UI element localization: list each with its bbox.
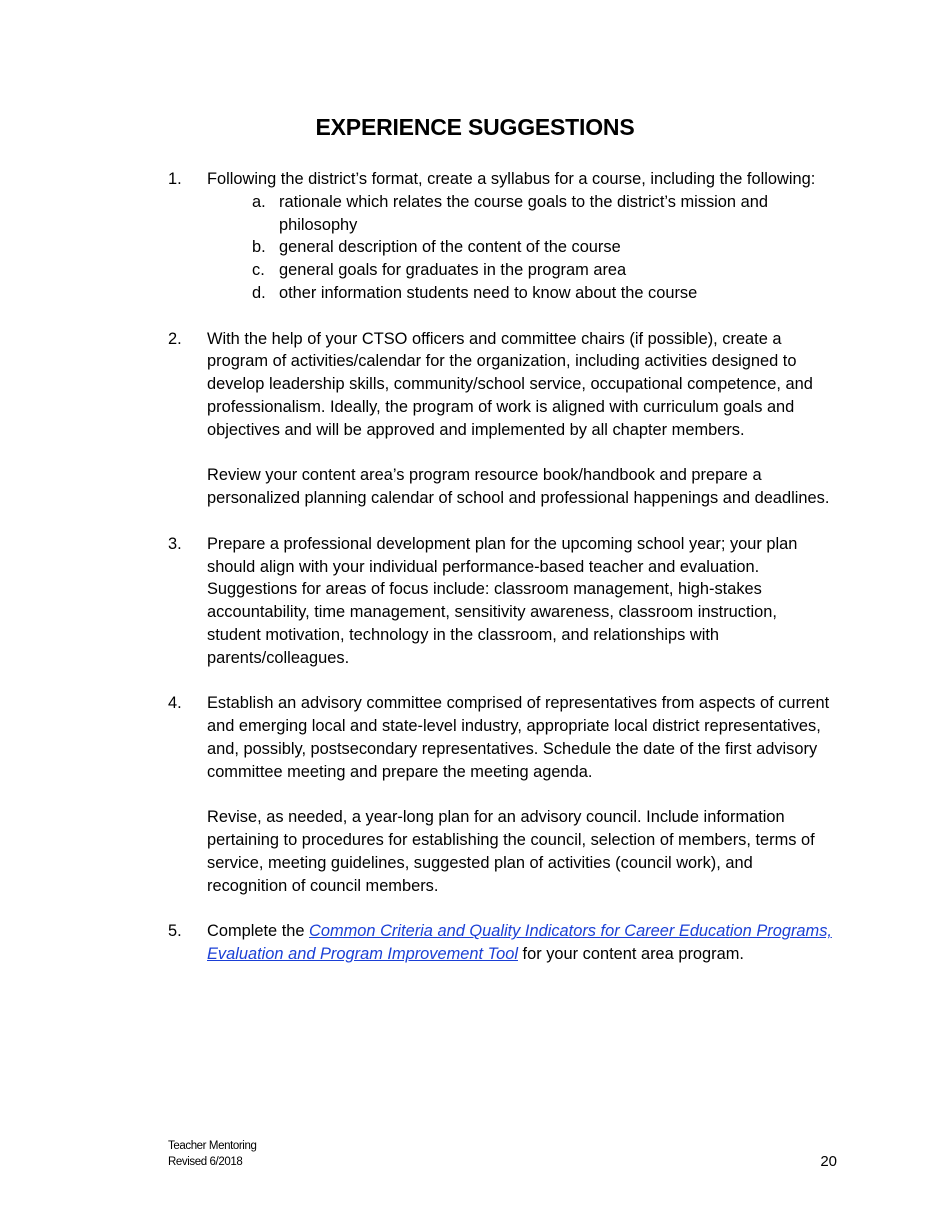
item-paragraph: Revise, as needed, a year-long plan for an advisory council. Include information pertaining to procedures for establishing the council, selection of members, terms of service, meeting guidelines, suggested plan of activities (council work), and recognition of council members. (207, 808, 815, 895)
list-item (168, 920, 832, 966)
footer-title: Teacher Mentoring (168, 1140, 257, 1152)
criteria-tool-link[interactable]: Common Criteria and Quality Indicators for Career Education Programs, Evaluation and Program Improvement Tool (207, 922, 832, 964)
sub-item-letter: c. (252, 261, 265, 280)
item-paragraph: Review your content area’s program resource book/handbook and prepare a personalized planning calendar of school and professional happenings and deadlines. (207, 466, 830, 508)
footer-info (168, 1138, 256, 1170)
item-paragraph: Prepare a professional development plan for the upcoming school year; your plan should align with your individual performance-based teacher and evaluation. Suggestions for areas of focus include: classroom management, high-stakes accountability, time management, sensitivity awareness, classroom instruction, student motivation, technology in the classroom, and relationships with parents/colleagues. (207, 534, 798, 667)
item-paragraph: With the help of your CTSO officers and committee chairs (if possible), create a program of activities/calendar for the organization, including activities designed to develop leadership skills, community/school service, occupational competence, and professionalism. Ideally, the program of work is aligned with curriculum goals and objectives and will be approved and implemented by all chapter members. (207, 329, 813, 439)
sub-item (207, 236, 832, 259)
page-number: 20 (820, 1153, 837, 1170)
sub-item-text: general description of the content of the course (279, 238, 621, 257)
sub-item-letter: d. (252, 283, 266, 302)
item-number: 3. (168, 534, 182, 553)
item-number: 4. (168, 694, 182, 713)
item-number: 1. (168, 170, 182, 188)
item-paragraph (207, 920, 832, 966)
item-paragraph: Establish an advisory committee comprised of representatives from aspects of current and emerging local and state-level industry, appropriate local district representatives, and, possibly, postsecondary representatives. Schedule the date of the first advisory committee meeting and prepare the meeting agenda. (207, 694, 830, 781)
sub-item-letter: b. (252, 238, 266, 257)
page-title: EXPERIENCE SUGGESTIONS (315, 114, 635, 140)
item-number: 5. (168, 922, 182, 941)
list-item (168, 533, 832, 670)
suggestions-list (168, 168, 832, 989)
sub-item-text: general goals for graduates in the program area (279, 261, 627, 280)
item-number: 2. (168, 329, 182, 348)
list-item (168, 328, 832, 510)
list-item (168, 168, 832, 305)
footer-revision: Revised 6/2018 (168, 1156, 243, 1168)
item-text-suffix: for your content area program. (517, 945, 744, 964)
list-item (168, 692, 832, 897)
sub-item (207, 191, 832, 237)
sub-item-text: other information students need to know about the course (279, 283, 698, 302)
sub-item (207, 282, 832, 305)
sub-item-letter: a. (252, 192, 266, 211)
sub-list (207, 191, 832, 305)
item-text-prefix: Complete the (207, 922, 310, 941)
sub-item-text: rationale which relates the course goals to the district’s mission and philosophy (279, 192, 768, 234)
sub-item (207, 259, 832, 282)
item-text: Following the district’s format, create a syllabus for a course, including the following: (207, 170, 816, 188)
